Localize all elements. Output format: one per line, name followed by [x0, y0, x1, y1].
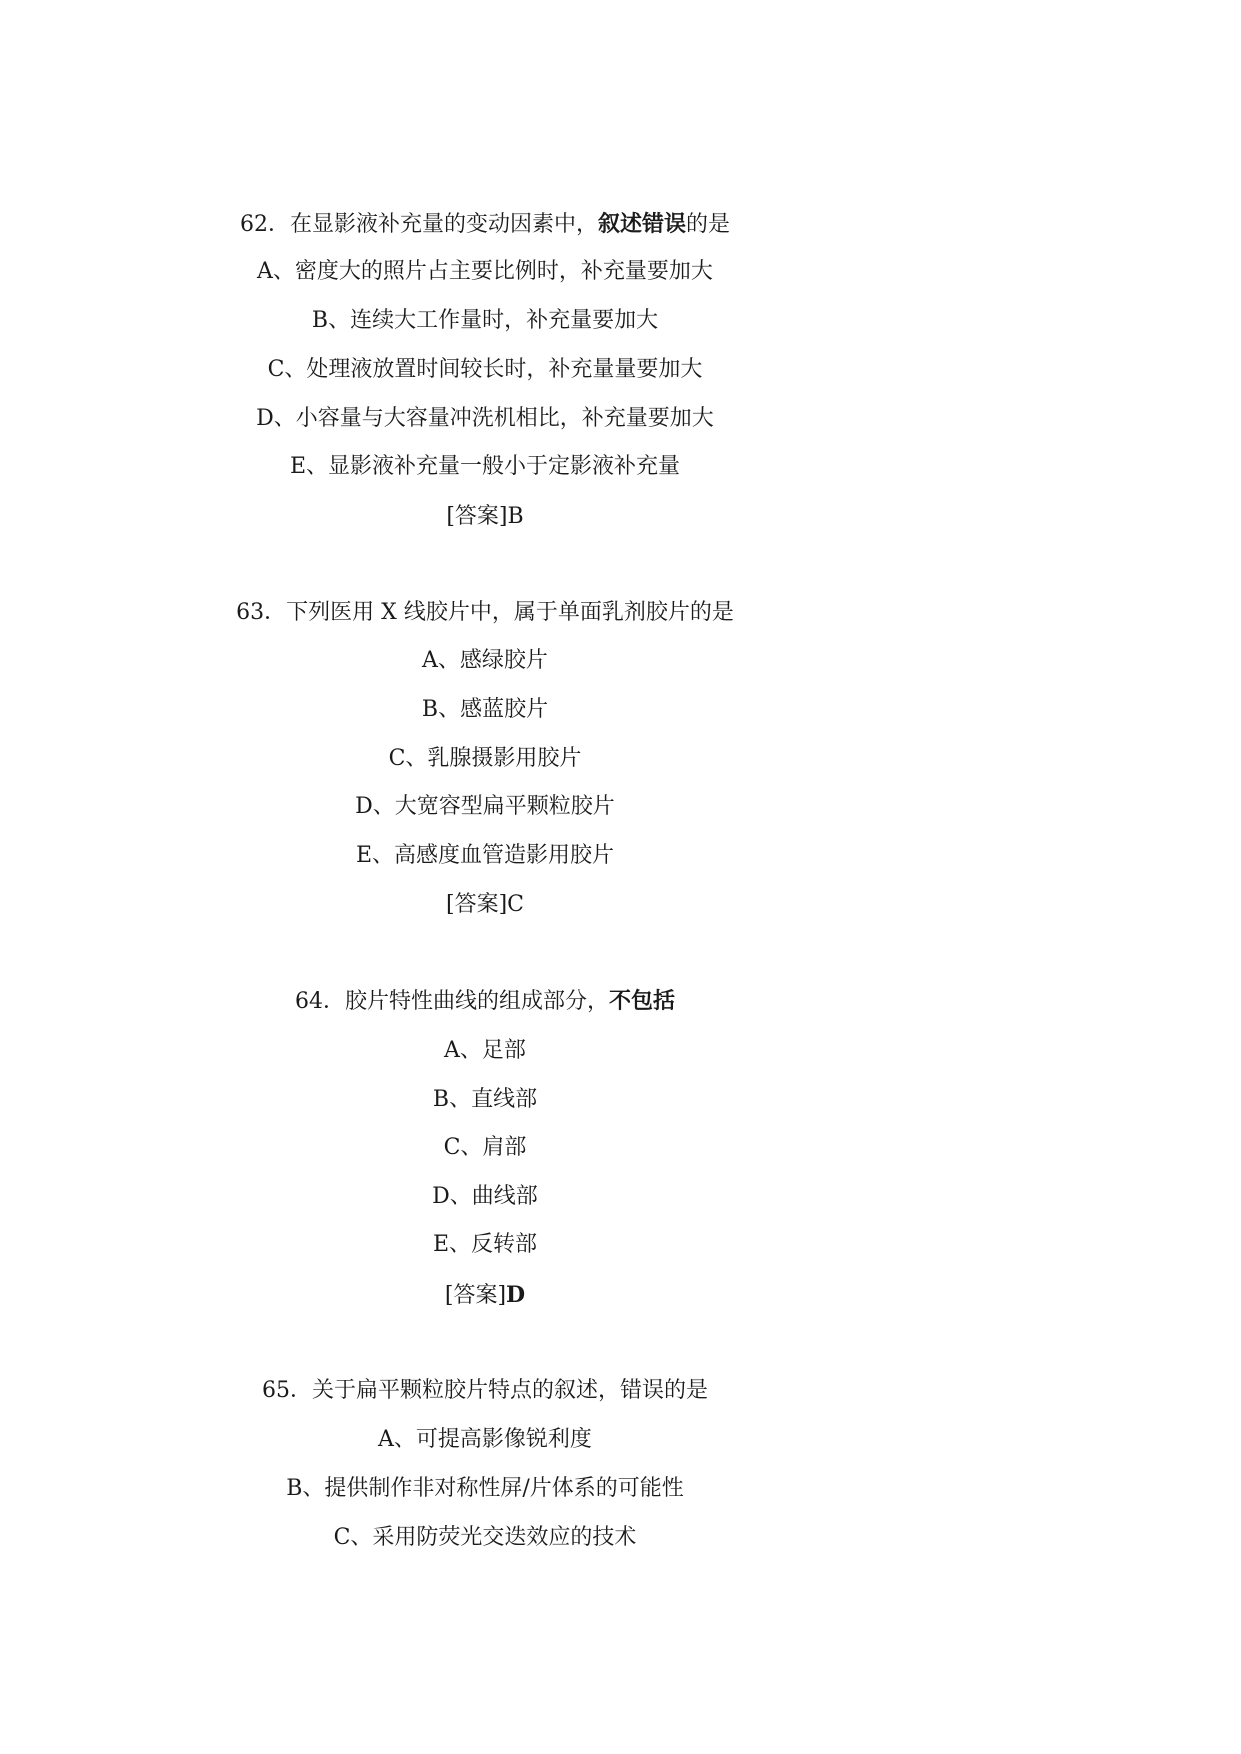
- question-64-stem: [0, 987, 970, 1017]
- question-64-text: 64．胶片特性曲线的组成部分，: [294, 989, 609, 1014]
- question-63-option-c: C、乳腺摄影用胶片: [388, 746, 582, 771]
- question-62-option-a: A、密度大的照片占主要比例时，补充量要加大: [257, 259, 713, 284]
- question-62-answer: [0, 502, 970, 532]
- question-62-option-e: E、显影液补充量一般小于定影液补充量: [289, 454, 681, 479]
- question-63-answer: [0, 890, 970, 920]
- question-62-suffix: 的是: [686, 212, 731, 237]
- question-63-stem: [0, 598, 970, 628]
- answer-label: [答案]: [445, 892, 508, 917]
- question-64-option-e: E、反转部: [432, 1232, 538, 1257]
- answer-value: D: [506, 1282, 526, 1308]
- question-63-option-a: A、感绿胶片: [422, 648, 548, 673]
- question-65-option-c: C、采用防荧光交迭效应的技术: [333, 1525, 637, 1550]
- question-64-emphasis: 不包括: [608, 989, 675, 1014]
- question-62-option-b: B、连续大工作量时，补充量要加大: [311, 308, 659, 333]
- answer-value: B: [507, 504, 524, 529]
- question-65-stem: [0, 1376, 970, 1406]
- question-65-text: 65．关于扁平颗粒胶片特点的叙述，错误的是: [262, 1378, 708, 1403]
- question-64-option-a: A、足部: [444, 1038, 526, 1063]
- question-64-option-b: B、直线部: [432, 1087, 538, 1112]
- answer-value: C: [507, 892, 524, 917]
- question-62-text: 62．在显影液补充量的变动因素中，: [239, 212, 598, 237]
- question-64-option-d: D、曲线部: [432, 1184, 538, 1209]
- question-63-text: 63．下列医用 X 线胶片中，属于单面乳剂胶片的是: [236, 600, 734, 625]
- question-63-option-d: D、大宽容型扁平颗粒胶片: [355, 794, 615, 819]
- question-65-option-b: B、提供制作非对称性屏/片体系的可能性: [286, 1476, 684, 1501]
- question-64-option-c: C、肩部: [443, 1135, 527, 1160]
- question-64-answer: [0, 1280, 970, 1310]
- question-63-option-e: E、高感度血管造影用胶片: [355, 843, 615, 868]
- question-62-option-d: D、小容量与大容量冲洗机相比，补充量要加大: [256, 406, 714, 431]
- question-62-option-c: C、处理液放置时间较长时，补充量量要加大: [267, 357, 703, 382]
- answer-label: [答案]: [446, 504, 508, 529]
- question-65-option-a: A、可提高影像锐利度: [378, 1427, 592, 1452]
- question-63-option-b: B、感蓝胶片: [421, 697, 549, 722]
- question-62-stem: [0, 210, 970, 240]
- answer-label: [答案]: [444, 1283, 507, 1308]
- question-62-emphasis: 叙述错误: [597, 212, 686, 237]
